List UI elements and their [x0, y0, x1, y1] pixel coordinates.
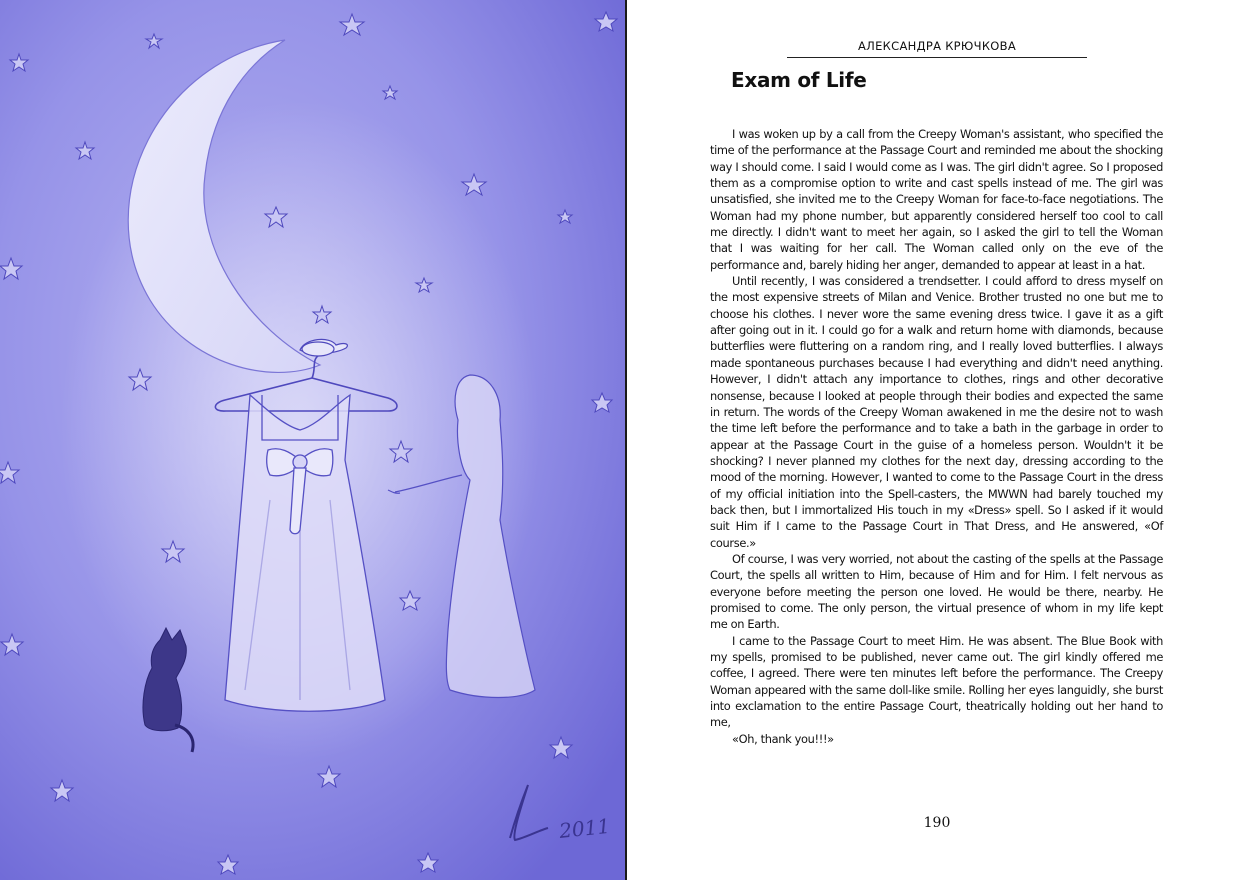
- paragraph: I was woken up by a call from the Creepy Woman's assistant, who specified the time of the performance at the Passage Court and reminded me about the shocking way I should come. I said I would come as I was. The girl didn't agree. So I proposed them as a compromise option to write and cast spells instead of me. The girl was unsatisfied, she invited me to the Creepy Woman for face-to-face negotiations. The Woman had my phone number, but apparently considered herself too cool to call me directly. I didn't want to meet her again, so I asked the girl to tell the Woman that I was waiting for her call. The Woman called only on the eve of the performance and, barely hiding her anger, demanded to appear at least in a hat.: [710, 127, 1163, 272]
- paragraph: I came to the Passage Court to meet Him. He was absent. The Blue Book with my spells, promised to be published, never came out. The girl kindly offered me coffee, I agreed. There were ten minutes left before the performance. The Creepy Woman appeared with the same doll-like smile. Rolling her eyes languidly, she burst into exclamation to the entire Passage Court, theatrically holding out her hand to me,: [710, 633, 1163, 730]
- text-page: [627, 0, 1249, 880]
- paragraph: Of course, I was very worried, not about the casting of the spells at the Passage Court, the spells all written to Him, because of Him and for Him. I felt nervous as everyone before meeting the person one loved. He would be there, nearby. He promised to come. The only person, the virtual presence of whom in my life kept me on Earth.: [710, 551, 1163, 632]
- signature-year: 2011: [558, 813, 612, 843]
- running-head: АЛЕКСАНДРА КРЮЧКОВА: [857, 39, 1016, 53]
- page-number: 190: [923, 815, 951, 831]
- paragraph: «Oh, thank you!!!»: [732, 731, 834, 746]
- chapter-title: Exam of Life: [731, 68, 867, 92]
- paragraph: Until recently, I was considered a trendsetter. I could afford to dress myself on the most expensive streets of Milan and Venice. Brother trusted no one but me to choose his clothes. I never wore the same evening dress twice. I gave it as a gift after going out in it. I could go for a walk and return home with diamonds, because butterflies were fluttering on a random ring, and I really loved butterflies. I always made spontaneous purchases because I had everything and didn't need anything. However, I didn't attach any importance to clothes, rings and other decorative nonsense, because I looked at people through their bodies and expected the same in return. The words of the Creepy Woman awakened in me the desire not to wash the time left before the performance and to take a bath in the garbage in order to appear at the Passage Court in the guise of a homeless person. Wouldn't it be shocking? I never planned my clothes for the next day, dressing according to the mood of the morning. However, I wanted to come to the Passage Court in the dress of my official initiation into the Spell-casters, the MWWN had barely touched my back then, but I immortalized His touch in my «Dress» spell. So I asked if it would suit Him if I came to the Passage Court in That Dress, and He answered, «Of course.»: [710, 274, 1163, 550]
- illustration-drawing: [0, 0, 625, 880]
- header-rule: [787, 57, 1087, 58]
- body-text: [710, 126, 1163, 747]
- illustration: [0, 0, 625, 880]
